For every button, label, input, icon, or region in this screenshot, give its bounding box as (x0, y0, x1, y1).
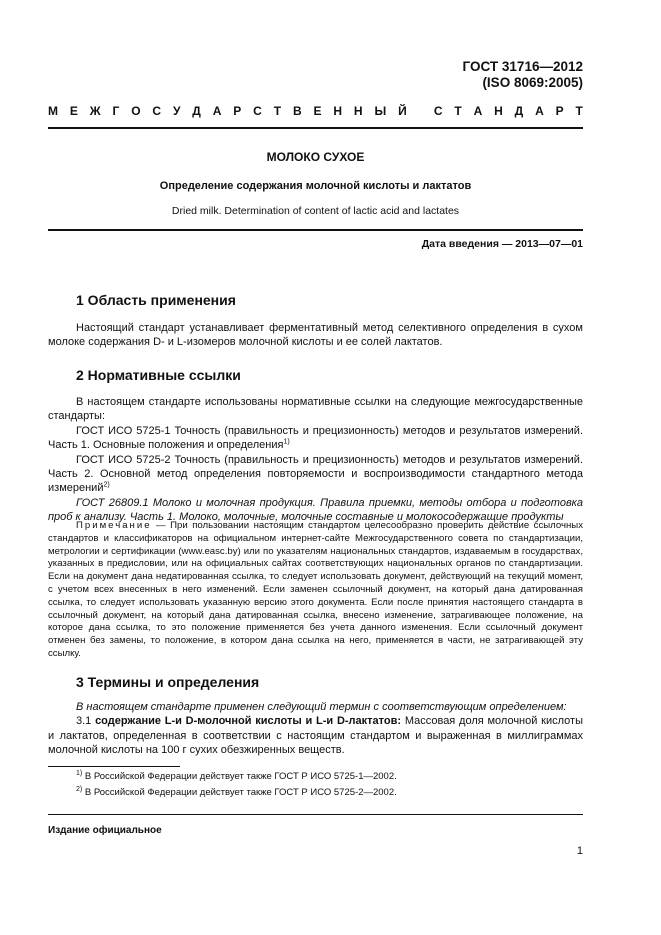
section-2-heading: 2 Нормативные ссылки (76, 367, 241, 383)
terms-intro: В настоящем стандарте применен следующий термин с соответствующим определением: (76, 701, 567, 713)
footnote-text: В Российской Федерации действует также ГОСТ Р ИСО 5725-1—2002. (82, 771, 397, 782)
banner-letter: У (172, 104, 181, 118)
page-number: 1 (576, 845, 583, 857)
banner-letter: Т (575, 104, 583, 118)
header-rule (48, 127, 583, 129)
banner-letter: Т (273, 104, 282, 118)
reference-gost-5725-2 (48, 453, 583, 496)
banner-letter: Й (398, 104, 407, 118)
reference-text: ГОСТ ИСО 5725-1 Точность (правильность и прецизионность) методов и результатов измерений. Часть 1. Основные положения и определения (48, 424, 583, 452)
banner-letter: Ж (89, 104, 101, 118)
english-title: Dried milk. Determination of content of lactic acid and lactates (171, 205, 460, 217)
standard-banner (48, 104, 583, 118)
banner-letter: Г (112, 104, 120, 118)
banner-letter: С (152, 104, 162, 118)
term-name: содержание L-и D-молочной кислоты и L-и D-лактатов: (95, 715, 402, 728)
note-text: — При пользовании настоящим стандартом целесообразно проверить действие ссылочных стандартов и классификаторов на официальном интернет-сайте Межгосударственного совета по стандартизации, метрологии и сертификации (www.easc.by) или по указателям национальных стандартов, издаваемым в государствах, указанных в предисловии, или на официальных сайтах соответствующих национальных органов по стандартизации. Если на документ дана недатированная ссылка, то следует использовать документ, действующий на текущий момент, с учетом всех внесенных в него изменений. Если заменен ссылочный документ, на который дана датированная ссылка, то следует использовать указанную версию этого документа. Если после принятия настоящего стандарта в ссылочный документ, на который дана датированная ссылка, внесено изменение, затрагивающее положение, на которое дана ссылка, то это положение применяется без учета данного изменения. Если ссылочный документ отменен без замены, то положение, в котором дана ссылка на него, применяется в части, не затрагивающей эту ссылку. (48, 520, 583, 659)
edition-label: Издание официальное (48, 825, 162, 836)
references-note (48, 520, 583, 661)
term-3-1 (48, 714, 583, 757)
document-code (463, 59, 583, 91)
introduction-date: Дата введения — 2013—07—01 (421, 238, 583, 250)
banner-letter: Т (454, 104, 462, 118)
banner-letter: О (131, 104, 141, 118)
iso-number: (ISO 8069:2005) (482, 75, 583, 90)
reference-gost-26809-1: ГОСТ 26809.1 Молоко и молочная продукция. Правила приемки, методы отбора и подготовка проб к анализу. Часть 1. Молоко, молочные, молочные составные и молокосодержащие продукты (48, 496, 583, 524)
reference-text: ГОСТ ИСО 5725-2 Точность (правильность и прецизионность) методов и результатов измерений. Часть 2. Основной метод определения повторяемости и воспроизводимости стандартного метода измерений (48, 453, 583, 495)
footnote-text: В Российской Федерации действует также ГОСТ Р ИСО 5725-2—2002. (82, 787, 397, 798)
banner-letter: А (212, 104, 222, 118)
reference-gost-5725-1 (48, 424, 583, 453)
term-number: 3.1 (76, 715, 96, 728)
footnote-1 (76, 771, 397, 782)
note-label: Примечание (76, 520, 152, 531)
banner-letter: Д (192, 104, 201, 118)
footnote-ref-1: 1) (283, 438, 290, 446)
section-3-body (48, 700, 583, 758)
banner-letter: Е (69, 104, 78, 118)
banner-letter: М (48, 104, 58, 118)
banner-letter: Д (514, 104, 524, 118)
banner-letter: А (535, 104, 544, 118)
footnote-mark: 2) (76, 785, 83, 793)
section-2-body (48, 395, 583, 525)
banner-letter: В (292, 104, 302, 118)
footer-rule (48, 814, 583, 815)
banner-letter: С (433, 104, 443, 118)
banner-letter: Р (555, 104, 564, 118)
section-3-heading: 3 Термины и определения (76, 674, 260, 690)
references-intro: В настоящем стандарте использованы нормативные ссылки на следующие межгосударственные стандарты: (48, 396, 583, 423)
document-subtitle: Определение содержания молочной кислоты и лактатов (159, 180, 472, 192)
section-1-text: Настоящий стандарт устанавливает ферментативный метод селективного определения в сухом молоке содержания D- и L-изомеров молочной кислоты и ее солей лактатов. (48, 322, 583, 349)
banner-letter: Н (333, 104, 343, 118)
banner-letter: С (253, 104, 262, 118)
banner-letter: Н (353, 104, 363, 118)
banner-letter: Ы (374, 104, 387, 118)
banner-gap (419, 104, 422, 118)
banner-letter: Н (494, 104, 503, 118)
banner-letter: А (473, 104, 483, 118)
footnote-2 (76, 787, 397, 798)
section-1-body (48, 321, 583, 350)
note-paragraph (48, 520, 583, 661)
title-rule (48, 229, 583, 231)
banner-letter: Е (313, 104, 322, 118)
footnote-mark: 1) (76, 769, 83, 777)
gost-number: ГОСТ 31716—2012 (462, 59, 583, 74)
banner-letter: Р (233, 104, 242, 118)
section-1-heading: 1 Область применения (76, 292, 236, 308)
footnote-ref-2: 2) (103, 481, 110, 489)
term-definition: Массовая доля молочной кислоты и лактатов, определенная в соответствии с настоящим стандартом и выраженная в миллиграммах молочной кислоты на 100 г сухих обезжиренных веществ. (48, 715, 583, 757)
document-title: МОЛОКО СУХОЕ (266, 150, 365, 164)
footnote-rule (48, 766, 180, 767)
